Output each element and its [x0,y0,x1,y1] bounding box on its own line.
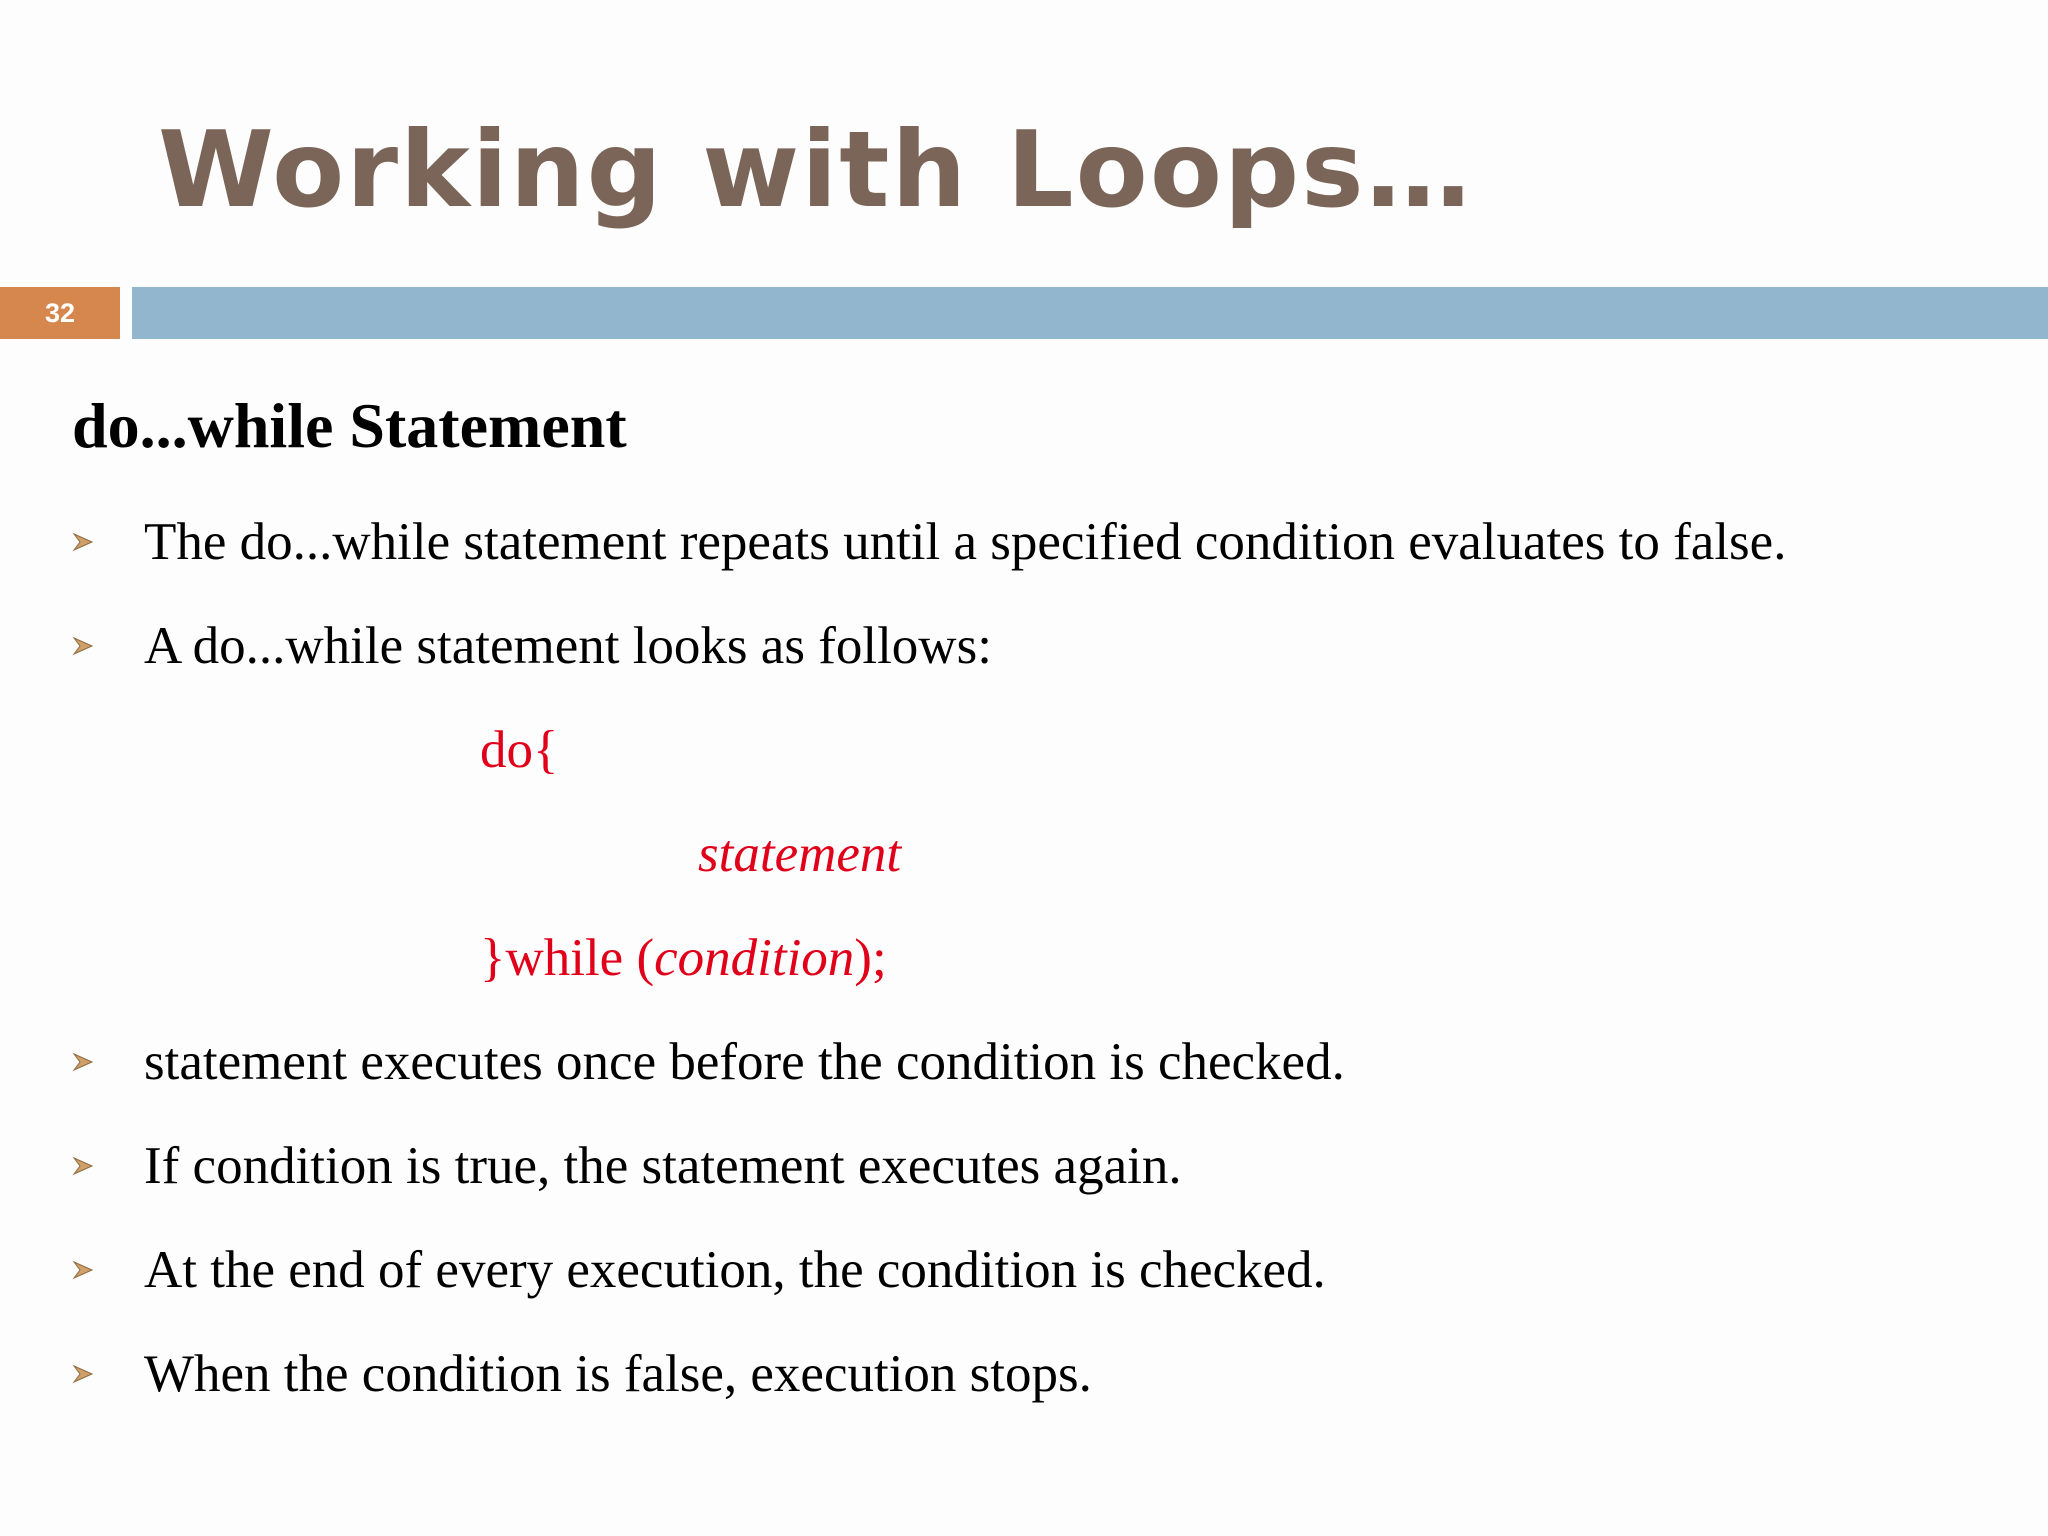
bullet-item [0,1126,2048,1206]
arrowhead-bullet-icon [72,502,96,582]
bullet-item [0,1230,2048,1310]
slide-title: Working with Loops… [158,109,1473,231]
bullet-item [0,1022,2048,1102]
bullet-text: If condition is true, the statement executes again. [144,1137,1182,1195]
bullet-text: A do...while statement looks as follows: [144,617,992,675]
code-while-suffix: ); [854,929,887,987]
code-condition-italic: condition [654,929,855,987]
bullet-text: The do...while statement repeats until a specified condition evaluates to false. [144,513,1787,571]
code-line-statement [698,814,901,894]
bullet-text: statement executes once before the condition is checked. [144,1033,1345,1091]
slide-number-badge [0,287,120,339]
bullet-text: When the condition is false, execution stops. [144,1345,1092,1403]
title-rule-bar [132,287,2048,339]
slide-number: 32 [44,297,76,328]
section-heading: do...while Statement [72,390,627,461]
code-line-while [480,918,887,998]
arrowhead-bullet-icon [72,1126,96,1206]
bullet-text: At the end of every execution, the condition is checked. [144,1241,1326,1299]
arrowhead-bullet-icon [72,1022,96,1102]
bullet-item [0,606,2048,686]
arrowhead-bullet-icon [72,1334,96,1414]
arrowhead-bullet-icon [72,1230,96,1310]
bullet-item [0,1334,2048,1414]
code-statement-italic: statement [698,825,902,883]
bullet-item [0,502,2048,582]
arrowhead-bullet-icon [72,606,96,686]
code-while-prefix: }while ( [480,929,655,987]
code-line-do: do{ [480,721,559,779]
